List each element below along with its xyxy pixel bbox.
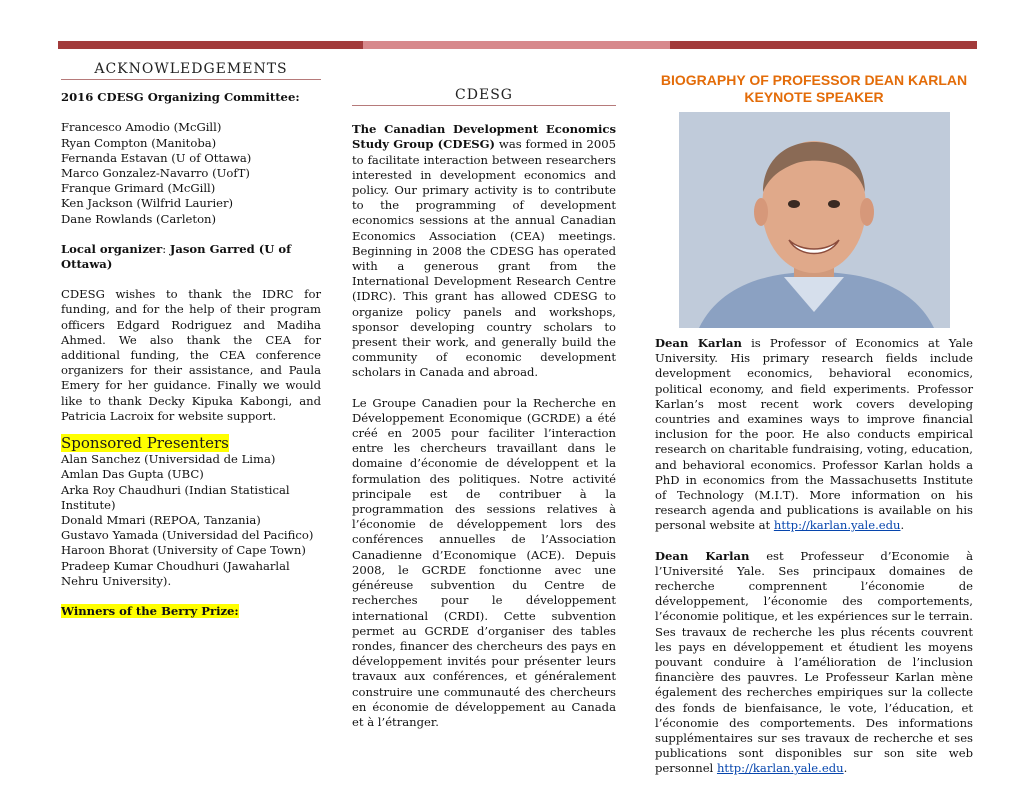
committee-member: Marco Gonzalez-Navarro (UofT)	[61, 166, 250, 181]
top-rule-middle	[363, 41, 670, 49]
committee-member: Fernanda Estavan (U of Ottawa)	[61, 150, 252, 165]
presenters-list	[61, 452, 321, 589]
biography-title-line2: KEYNOTE SPEAKER	[744, 89, 884, 105]
bio-french-text: est Professeur d’Economie à l’Université Yale. Ses principaux domaines de recherche comprennent l’économie de développement, l’économie des comportements, l’économie politique, et les expériences sur le terrain. Ses travaux de recherche les plus récents couvrent les pays en développement et étudient les moyens pouvant conduire à l’amélioration de l’inclusion financière des pauvres. Le Professeur Karlan mène également des recherches empiriques sur la collecte des fonds de bienfaisance, le vote, l’éducation, et l’économie des comportements. Des informations supplémentaires sur ses travaux de recherche et ses publications sont disponibles sur son site web personnel	[655, 548, 974, 776]
bio-french-paragraph	[655, 549, 973, 777]
local-organizer-name: Jason Garred (U of Ottawa)	[61, 241, 292, 272]
committee-member: Dane Rowlands (Carleton)	[61, 211, 217, 226]
committee-member: Franque Grimard (McGill)	[61, 181, 216, 196]
bio-english-paragraph	[655, 336, 973, 534]
biography-title-line1: BIOGRAPHY OF PROFESSOR DEAN KARLAN	[660, 72, 968, 88]
cdesg-heading: CDESG	[352, 88, 616, 106]
presenter: Amlan Das Gupta (UBC)	[61, 467, 204, 482]
acknowledgements-heading: ACKNOWLEDGEMENTS	[61, 62, 321, 80]
biography-title	[655, 72, 973, 106]
speaker-name: Dean Karlan	[655, 336, 742, 350]
speaker-name-fr: Dean Karlan	[655, 548, 750, 563]
committee-list	[61, 120, 321, 226]
top-rule-left	[58, 41, 363, 49]
cdesg-english-text: was formed in 2005 to facilitate interaction between researchers interested in development economics and policy. Our primary activity is to contribute to the programming of development economics sessions at the annual Canadian Economics Association (CEA) meetings. Beginning in 2008 the CDESG has operated with a generous grant from the International Development Research Centre (IDRC). This grant has allowed CDESG to organize policy panels and workshops, sponsor developing country scholars to present their work, and generally build the community of economic development scholars in Canada and abroad.	[352, 137, 616, 380]
presenter: Gustavo Yamada (Universidad del Pacifico)	[61, 528, 314, 543]
bio-english-end: .	[900, 518, 905, 533]
cdesg-name: The Canadian Development Economics Study Group (CDESG)	[352, 122, 616, 152]
local-organizer	[61, 242, 321, 272]
committee-member: Ken Jackson (Wilfrid Laurier)	[61, 196, 234, 211]
acknowledgements-column	[61, 62, 321, 619]
thanks-paragraph: CDESG wishes to thank the IDRC for funding, and for the help of their program officers Edgard Rodriguez and Madiha Ahmed. We also thank the CEA for additional funding, the CEA conference organizers for their assistance, and Paula Emery for her guidance. Finally we would like to thank Decky Kipuka Kabongi, and Patricia Lacroix for website support.	[61, 287, 321, 423]
speaker-portrait-image	[679, 112, 950, 328]
bio-english-text: is Professor of Economics at Yale University. His primary research fields include development economics, behavioral economics, political economy, and field experiments. Professor Karlan’s most recent work covers developing countries and examines ways to improve financial inclusion for the poor. He also conducts empirical research on charitable fundraising, voting, education, and behavioral economics. Professor Karlan holds a PhD in economics from the Massachusetts Institute of Technology (M.I.T). More information on his research agenda and publications is available on his personal website at	[655, 336, 973, 533]
sponsored-presenters-title: Sponsored Presenters	[61, 434, 229, 453]
presenter: Haroon Bhorat (University of Cape Town)	[61, 543, 306, 558]
committee-member: Francesco Amodio (McGill)	[61, 120, 222, 135]
cdesg-column	[352, 88, 616, 730]
top-rule-right	[670, 41, 977, 49]
local-organizer-colon: :	[162, 241, 170, 256]
cdesg-english-paragraph	[352, 122, 616, 380]
presenter: Pradeep Kumar Choudhuri (Jawaharlal Nehru University).	[61, 558, 290, 588]
presenter: Alan Sanchez (Universidad de Lima)	[61, 452, 276, 467]
presenter: Donald Mmari (REPOA, Tanzania)	[61, 513, 261, 528]
cdesg-french-paragraph: Le Groupe Canadien pour la Recherche en Développement Economique (GCRDE) a été créé en 2005 pour faciliter l’interaction entre les chercheurs travaillant dans le domaine d’économie de développent et la formulation des politiques. Notre activité principale est de contribuer à la programmation des sessions relatives à l’économie de développement lors des conférences annuelles de l’Association Canadienne d’Economique (ACE). Depuis 2008, le GCRDE fonctionne avec une généreuse subvention du Centre de recherches pour le développement international (CRDI). Cette subvention permet au GCRDE d’organiser des tables rondes, financer des chercheurs des pays en développement invités pour présenter leurs travaux aux conférences, et généralement construire une communauté des chercheurs en économie de développement au Canada et à l’étranger.	[352, 395, 616, 729]
berry-prize-heading: Winners of the Berry Prize:	[61, 604, 239, 619]
committee-title: 2016 CDESG Organizing Committee:	[61, 90, 300, 105]
local-organizer-label: Local organizer	[61, 241, 163, 256]
presenter: Arka Roy Chaudhuri (Indian Statistical Institute)	[61, 482, 290, 512]
website-link-fr[interactable]: http://karlan.yale.edu	[716, 761, 844, 776]
committee-member: Ryan Compton (Manitoba)	[61, 135, 217, 150]
speaker-photo	[679, 112, 950, 328]
bio-french-end: .	[843, 761, 848, 776]
biography-column	[655, 72, 973, 777]
website-link[interactable]: http://karlan.yale.edu	[773, 518, 901, 533]
